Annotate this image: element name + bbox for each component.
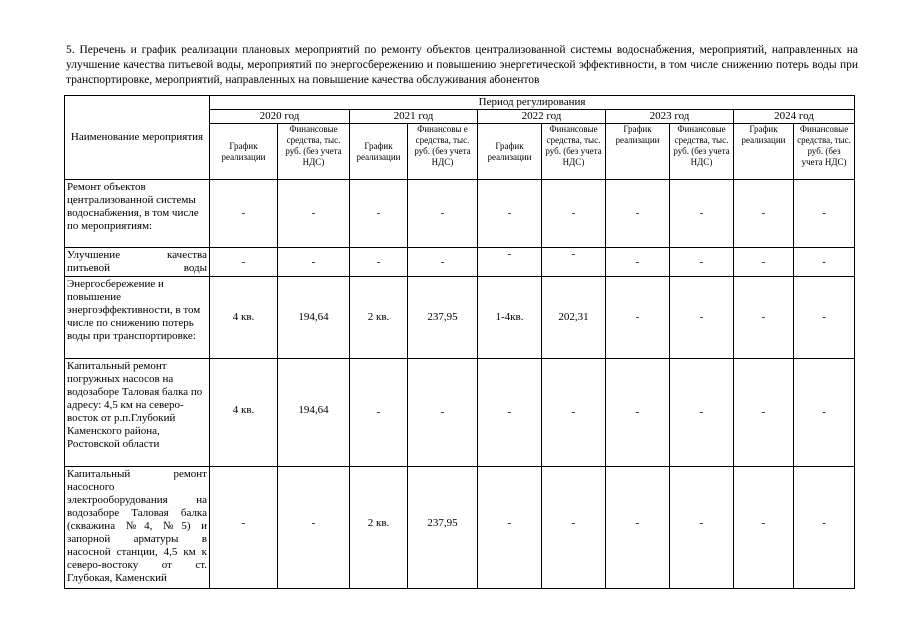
table-cell: 4 кв. <box>210 359 278 467</box>
table-cell: - <box>542 248 606 277</box>
schedule-header-2020: График реализации <box>210 124 278 180</box>
year-header-2024: 2024 год <box>734 110 855 124</box>
table-cell: - <box>278 180 350 248</box>
table-cell: - <box>670 248 734 277</box>
table-cell: - <box>478 180 542 248</box>
finance-header-2022: Финансовые средства, тыс. руб. (без учета НДС) <box>542 124 606 180</box>
row-name: Улучшение качества питьевой воды <box>65 248 210 277</box>
table-cell: - <box>478 467 542 589</box>
table-cell: - <box>670 359 734 467</box>
measures-table <box>64 95 855 589</box>
schedule-header-2024: График реализации <box>734 124 794 180</box>
table-cell: - <box>606 180 670 248</box>
table-row <box>65 248 855 277</box>
period-header: Период регулирования <box>210 96 855 110</box>
table-cell: - <box>734 467 794 589</box>
table-cell: - <box>794 359 855 467</box>
table-cell: - <box>794 248 855 277</box>
table-cell: 2 кв. <box>350 277 408 359</box>
finance-header-2024: Финансовые средства, тыс. руб. (без учета НДС) <box>794 124 855 180</box>
table-cell: - <box>670 467 734 589</box>
table-cell: 194,64 <box>278 359 350 467</box>
table-cell: 4 кв. <box>210 277 278 359</box>
table-cell: - <box>210 180 278 248</box>
table-cell: - <box>408 248 478 277</box>
row-name: Капитальный ремонт насосного электрооборудования на водозаборе Таловая балка (скважина №4, №5) и запорной арматуры в насосной станции, 4,5 км к северо-востоку от ст. Глубокая, Каменский <box>65 467 210 589</box>
table-cell: 237,95 <box>408 277 478 359</box>
year-header-2022: 2022 год <box>478 110 606 124</box>
table-row <box>65 180 855 248</box>
table-cell: - <box>606 467 670 589</box>
table-cell: 237,95 <box>408 467 478 589</box>
table-cell: - <box>210 467 278 589</box>
table-cell: 194,64 <box>278 277 350 359</box>
table-cell: - <box>734 248 794 277</box>
table-cell: - <box>408 359 478 467</box>
table-cell: - <box>794 277 855 359</box>
year-header-2021: 2021 год <box>350 110 478 124</box>
table-cell: - <box>350 180 408 248</box>
finance-header-2020: Финансовые средства, тыс. руб. (без учета НДС) <box>278 124 350 180</box>
row-name: Ремонт объектов централизованной системы водоснабжения, в том числе по мероприятиям: <box>65 180 210 248</box>
table-cell: - <box>278 467 350 589</box>
table-cell: - <box>350 359 408 467</box>
year-header-2020: 2020 год <box>210 110 350 124</box>
table-cell: - <box>542 180 606 248</box>
table-row <box>65 359 855 467</box>
table-cell: - <box>542 359 606 467</box>
column-header-name: Наименование мероприятия <box>65 96 210 180</box>
year-header-2023: 2023 год <box>606 110 734 124</box>
table-cell: - <box>734 180 794 248</box>
table-cell: 2 кв. <box>350 467 408 589</box>
table-row <box>65 467 855 589</box>
table-cell: - <box>606 277 670 359</box>
table-cell: - <box>408 180 478 248</box>
table-row <box>65 277 855 359</box>
finance-header-2023: Финансовые средства, тыс. руб. (без учета НДС) <box>670 124 734 180</box>
row-name: Капитальный ремонт погружных насосов на водозаборе Таловая балка по адресу: 4,5 км на северо-восток от р.п.Глубокий Каменского района, Ростовской области <box>65 359 210 467</box>
table-cell: - <box>606 248 670 277</box>
table-cell: 1-4кв. <box>478 277 542 359</box>
schedule-header-2023: График реализации <box>606 124 670 180</box>
table-cell: - <box>670 277 734 359</box>
finance-header-2021: Финансовы е средства, тыс. руб. (без учета НДС) <box>408 124 478 180</box>
table-cell: - <box>278 248 350 277</box>
table-cell: - <box>350 248 408 277</box>
table-cell: - <box>794 467 855 589</box>
table-cell: - <box>794 180 855 248</box>
table-cell: - <box>606 359 670 467</box>
table-cell: - <box>542 467 606 589</box>
schedule-header-2022: График реализации <box>478 124 542 180</box>
table-cell: - <box>478 359 542 467</box>
table-cell: - <box>478 248 542 277</box>
schedule-header-2021: График реализации <box>350 124 408 180</box>
row-name: Энергосбережение и повышение энергоэффективности, в том числе по снижению потерь воды при транспортировке: <box>65 277 210 359</box>
table-cell: - <box>734 277 794 359</box>
table-cell: - <box>734 359 794 467</box>
table-cell: - <box>670 180 734 248</box>
table-cell: - <box>210 248 278 277</box>
section-heading: 5. Перечень и график реализации плановых мероприятий по ремонту объектов централизованной системы водоснабжения, мероприятий, направленных на улучшение качества питьевой воды, мероприятий по энергосбережению и повышению энергетической эффективности, в том числе снижению потерь воды при транспортировке, мероприятий, направленных на повышение качества обслуживания абонентов <box>66 44 858 86</box>
table-cell: 202,31 <box>542 277 606 359</box>
